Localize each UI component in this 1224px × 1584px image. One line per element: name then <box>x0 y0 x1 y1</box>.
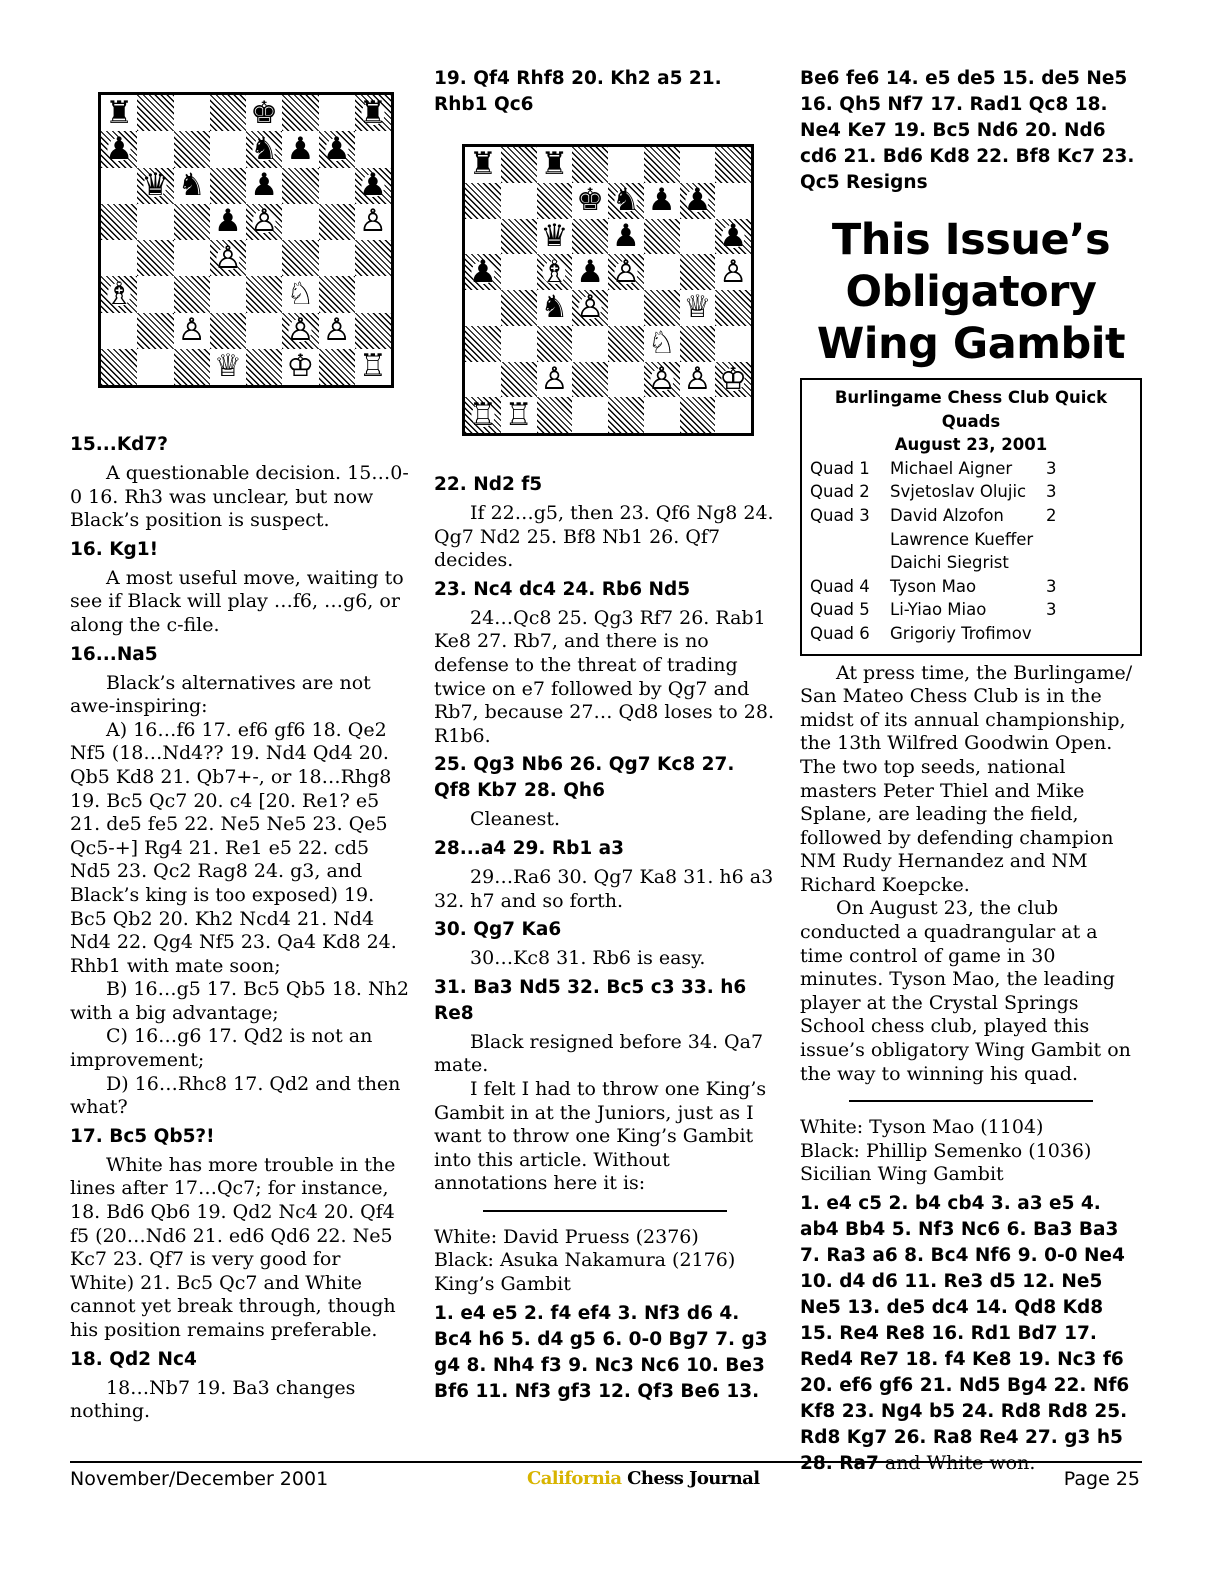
board-square <box>282 168 318 204</box>
board-square <box>210 313 246 349</box>
board-square <box>537 219 573 255</box>
board-square <box>465 183 501 219</box>
quad-label: Quad 5 <box>810 600 870 620</box>
board-square <box>210 204 246 240</box>
board-square <box>501 254 537 290</box>
board-square <box>715 397 751 433</box>
board-square <box>680 397 716 433</box>
player-score: 3 <box>1046 458 1057 478</box>
move-heading: 28...a4 29. Rb1 a3 <box>434 837 624 859</box>
player-name: Tyson Mao <box>890 576 977 596</box>
board-square <box>174 349 210 385</box>
annotation-text: If 22…g5, then 23. Qf6 Ng8 24. Qg7 Nd2 25. Bf8 Nb1 26. Qf7 decides. <box>434 502 774 572</box>
board-square <box>680 183 716 219</box>
white-rook-icon: ♖ <box>468 396 497 433</box>
issue-date: November/December 2001 <box>70 1468 329 1490</box>
white-pawn-icon: ♙ <box>358 203 387 240</box>
board-square <box>644 254 680 290</box>
results-row <box>810 457 1132 481</box>
board-square <box>537 183 573 219</box>
white-pawn-icon: ♙ <box>322 312 351 349</box>
move-heading: 19. Qf4 Rhf8 20. Kh2 a5 21. Rhb1 Qc6 <box>434 68 722 115</box>
black-rook-icon: ♜ <box>468 146 497 183</box>
board-square <box>572 183 608 219</box>
board-square <box>246 131 282 167</box>
board-square <box>101 313 137 349</box>
board-square <box>355 349 391 385</box>
results-box <box>800 378 1142 656</box>
game-black: Black: Phillip Semenko (1036) <box>800 1139 1092 1162</box>
black-king-icon: ♚ <box>576 182 605 219</box>
variation-c: C) 16…g6 17. Qd2 is not an improvement; <box>70 1025 373 1072</box>
black-pawn-icon: ♟ <box>286 130 315 167</box>
results-table <box>810 457 1132 646</box>
white-pawn-icon: ♙ <box>719 253 748 290</box>
quad-label <box>810 528 890 552</box>
white-pawn-icon: ♙ <box>611 253 640 290</box>
black-pawn-icon: ♟ <box>683 182 712 219</box>
player-name: Michael Aigner <box>890 458 1013 478</box>
board-square <box>246 313 282 349</box>
board-square <box>537 147 573 183</box>
board-square <box>101 168 137 204</box>
game-white: White: Tyson Mao (1104) <box>800 1116 1044 1139</box>
chess-diagram-2 <box>462 144 754 436</box>
moves-result: and White won. <box>878 1452 1036 1474</box>
move-heading: 22. Nd2 f5 <box>434 474 543 495</box>
board-square <box>715 326 751 362</box>
board-square <box>210 95 246 131</box>
results-row <box>810 528 1132 552</box>
board-square <box>501 219 537 255</box>
board-square <box>101 204 137 240</box>
board-square <box>282 131 318 167</box>
board-square <box>465 397 501 433</box>
board-square <box>246 276 282 312</box>
board-square <box>501 397 537 433</box>
page-number: Page 25 <box>1063 1468 1140 1490</box>
quad-label: Quad 4 <box>810 576 870 596</box>
black-queen-icon: ♛ <box>540 217 569 254</box>
board-square <box>501 326 537 362</box>
quad-label: Quad 3 <box>810 505 870 525</box>
board-square <box>608 183 644 219</box>
moves-text: 1. e4 c5 2. b4 cb4 3. a3 e5 4. ab4 Bb4 5. Nf3 Nc6 6. Ba3 Ba3 7. Ra3 a6 8. Bc4 Nf6 9. 0-0 Ne4 10. d4 d6 11. Re3 d5 12. Ne5 Ne5 13. de5 dc4 14. Qd8 Kd8 15. Re4 Re8 16. Rd1 Bd7 17. Red4 Re7 18. f4 Ke8 19. Nc3 f6 20. ef6 gf6 21. Nd5 Bg4 22. Nf6 Kf8 23. Ng4 b5 24. Rd8 Rd8 25. Rd8 Kg7 26. Ra8 Re4 27. g3 h5 28. Ra7 <box>800 1193 1130 1474</box>
white-pawn-icon: ♙ <box>647 360 676 397</box>
board-square <box>246 240 282 276</box>
board-square <box>174 313 210 349</box>
board-square <box>282 240 318 276</box>
board-square <box>137 276 173 312</box>
results-row <box>810 598 1132 622</box>
board-square <box>210 131 246 167</box>
player-name: Li-Yiao Miao <box>890 600 987 620</box>
article-headline <box>800 214 1142 370</box>
annotation-text: 30…Kc8 31. Rb6 is easy. <box>470 947 706 970</box>
board-square <box>501 290 537 326</box>
board-square <box>644 397 680 433</box>
annotation-text: Black resigned before 34. Qa7 mate. <box>434 1030 764 1077</box>
black-pawn-icon: ♟ <box>611 217 640 254</box>
board-square <box>680 326 716 362</box>
headline-line: Obligatory <box>845 267 1097 317</box>
results-date: August 23, 2001 <box>894 435 1048 455</box>
board-square <box>355 204 391 240</box>
board-square <box>210 276 246 312</box>
board-square <box>101 95 137 131</box>
white-rook-icon: ♖ <box>504 396 533 433</box>
board-square <box>355 168 391 204</box>
move-heading: 17. Bc5 Qb5?! <box>70 1125 215 1147</box>
black-rook-icon: ♜ <box>540 146 569 183</box>
board-square <box>537 290 573 326</box>
board-square <box>355 95 391 131</box>
board-square <box>572 147 608 183</box>
move-heading: 31. Ba3 Nd5 32. Bc5 c3 33. h6 Re8 <box>434 976 747 1024</box>
board-square <box>644 362 680 398</box>
board-square <box>644 326 680 362</box>
board-square <box>572 397 608 433</box>
section-divider <box>483 1210 727 1212</box>
board-square <box>644 219 680 255</box>
annotation-text: 18…Nb7 19. Ba3 changes nothing. <box>70 1376 356 1423</box>
player-name: Daichi Siegrist <box>890 553 1009 573</box>
move-heading: 25. Qg3 Nb6 26. Qg7 Kc8 27. Qf8 Kb7 28. Qh6 <box>434 754 735 802</box>
board-square <box>608 254 644 290</box>
annotation-text: A most useful move, waiting to see if Black will play …f6, …g6, or along the c-file. <box>70 566 404 636</box>
board-square <box>644 290 680 326</box>
board-square <box>501 147 537 183</box>
board-square <box>644 183 680 219</box>
board-square <box>355 240 391 276</box>
board-square <box>680 219 716 255</box>
white-pawn-icon: ♙ <box>540 360 569 397</box>
board-square <box>246 349 282 385</box>
black-pawn-icon: ♟ <box>105 130 134 167</box>
board-square <box>715 362 751 398</box>
board-square <box>137 349 173 385</box>
board-square <box>572 362 608 398</box>
board-square <box>319 276 355 312</box>
white-pawn-icon: ♙ <box>250 203 279 240</box>
column-1 <box>70 66 410 1424</box>
board-square <box>608 290 644 326</box>
move-heading: 15...Kd7? <box>70 434 169 455</box>
board-square <box>174 168 210 204</box>
board-square <box>319 349 355 385</box>
game-moves: 1. e4 e5 2. f4 ef4 3. Nf3 d6 4. Bc4 h6 5. d4 g5 6. 0-0 Bg7 7. g3 g4 8. Nh4 f3 9. Nc3 Nc6 10. Be3 Bf6 11. Nf3 gf3 12. Qf3 Be6 13. <box>434 1302 768 1402</box>
logo-word: Chess Journal <box>621 1468 760 1489</box>
board-square <box>537 254 573 290</box>
journal-logo <box>527 1468 759 1489</box>
white-bishop-icon: ♗ <box>540 253 569 290</box>
board-square <box>137 168 173 204</box>
board-square <box>137 313 173 349</box>
board-square <box>246 168 282 204</box>
game-moves <box>800 1191 1142 1477</box>
board-square <box>465 290 501 326</box>
board-square <box>715 290 751 326</box>
white-pawn-icon: ♙ <box>286 312 315 349</box>
board-square <box>465 362 501 398</box>
results-row <box>810 575 1132 599</box>
white-king-icon: ♔ <box>286 348 315 385</box>
game-opening: Sicilian Wing Gambit <box>800 1163 1004 1186</box>
board-square <box>572 290 608 326</box>
annotation-text: Black’s alternatives are not awe-inspiring: <box>70 671 371 718</box>
body-paragraph: I felt I had to throw one King’s Gambit in at the Juniors, just as I want to throw one King’s Gambit into this article. Without annotations here it is: <box>434 1077 767 1195</box>
results-row <box>810 622 1132 646</box>
board-square <box>137 95 173 131</box>
board-square <box>608 219 644 255</box>
results-row <box>810 480 1132 504</box>
white-knight-icon: ♘ <box>286 275 315 312</box>
black-king-icon: ♚ <box>250 94 279 131</box>
board-square <box>319 204 355 240</box>
board-square <box>282 349 318 385</box>
game-moves-continued: Be6 fe6 14. e5 de5 15. de5 Ne5 16. Qh5 Nf7 17. Rad1 Qc8 18. Ne4 Ke7 19. Bc5 Nd6 20. Nd6 cd6 21. Bd6 Kd8 22. Bf8 Kc7 23. Qc5 Resigns <box>800 68 1135 193</box>
board-square <box>101 276 137 312</box>
board-square <box>680 147 716 183</box>
board-square <box>174 276 210 312</box>
white-king-icon: ♔ <box>719 360 748 397</box>
board-square <box>465 254 501 290</box>
board-square <box>501 362 537 398</box>
black-pawn-icon: ♟ <box>719 217 748 254</box>
black-pawn-icon: ♟ <box>647 182 676 219</box>
board-square <box>174 204 210 240</box>
move-heading: 16...Na5 <box>70 643 158 665</box>
game-black: Black: Asuka Nakamura (2176) <box>434 1249 736 1272</box>
board-square <box>465 147 501 183</box>
board-square <box>174 95 210 131</box>
chess-diagram-1 <box>98 92 394 388</box>
game-white: White: David Pruess (2376) <box>434 1225 699 1248</box>
results-row <box>810 551 1132 575</box>
board-square <box>465 219 501 255</box>
logo-word: California <box>527 1468 622 1489</box>
white-queen-icon: ♕ <box>213 348 242 385</box>
black-pawn-icon: ♟ <box>250 167 279 204</box>
board-square <box>282 313 318 349</box>
board-square <box>465 326 501 362</box>
board-square <box>608 326 644 362</box>
black-pawn-icon: ♟ <box>468 253 497 290</box>
board-square <box>715 219 751 255</box>
board-square <box>355 313 391 349</box>
player-score: 3 <box>1046 576 1057 596</box>
move-heading: 16. Kg1! <box>70 538 159 560</box>
board-square <box>101 131 137 167</box>
annotation-text: White has more trouble in the lines after 17…Qc7; for instance, 18. Bd6 Qb6 19. Qd2 Nc4 20. Qf4 f5 (20…Nd6 21. ed6 Qd6 22. Ne5 Kc7 23. Qf7 is very good for White) 21. Bc5 Qc7 and White cannot yet break through, though his position remains preferable. <box>70 1153 396 1341</box>
board-square <box>355 131 391 167</box>
headline-line: This Issue’s <box>831 215 1111 265</box>
player-score: 3 <box>1046 482 1057 502</box>
quad-label: Quad 6 <box>810 623 870 643</box>
board-square <box>319 131 355 167</box>
board-square <box>537 326 573 362</box>
variation-d: D) 16…Rhc8 17. Qd2 and then what? <box>70 1072 401 1119</box>
board-square <box>319 95 355 131</box>
black-knight-icon: ♞ <box>177 167 206 204</box>
board-square <box>319 168 355 204</box>
annotation-text: Cleanest. <box>470 808 561 831</box>
variation-a: A) 16…f6 17. ef6 gf6 18. Qe2 Nf5 (18…Nd4?? 19. Nd4 Qd4 20. Qb5 Kd8 21. Qb7+-, or 18…Rhg8 19. Bc5 Qc7 20. c4 [20. Re1? e5 21. de5 fe5 22. Ne5 Ne5 23. Qe5 Qc5-+] Rg4 21. Re1 e5 22. cd5 Nd5 23. Qc2 Rag8 24. g3, and Black’s king is too exposed) 19. Bc5 Qb2 20. Kh2 Ncd4 21. Nd4 Nd4 22. Qg4 Nf5 23. Qa4 Kd8 24. Rhb1 with mate soon; <box>70 718 397 977</box>
white-rook-icon: ♖ <box>358 348 387 385</box>
board-square <box>246 204 282 240</box>
quad-label <box>810 551 890 575</box>
board-square <box>210 349 246 385</box>
board-square <box>572 254 608 290</box>
board-square <box>644 147 680 183</box>
footer-rule <box>70 1461 1142 1463</box>
results-row <box>810 504 1132 528</box>
player-score: 3 <box>1046 600 1057 620</box>
headline-line: Wing Gambit <box>816 319 1126 369</box>
board-square <box>101 349 137 385</box>
white-pawn-icon: ♙ <box>177 312 206 349</box>
board-square <box>608 362 644 398</box>
board-square <box>282 204 318 240</box>
board-square <box>537 397 573 433</box>
quad-label: Quad 2 <box>810 482 870 502</box>
board-square <box>319 240 355 276</box>
board-square <box>210 168 246 204</box>
black-pawn-icon: ♟ <box>322 130 351 167</box>
white-queen-icon: ♕ <box>683 289 712 326</box>
column-2 <box>434 66 776 1409</box>
black-rook-icon: ♜ <box>105 94 134 131</box>
board-square <box>355 276 391 312</box>
board-square <box>246 95 282 131</box>
board-square <box>282 276 318 312</box>
board-square <box>501 183 537 219</box>
board-square <box>137 131 173 167</box>
board-square <box>680 362 716 398</box>
board-square <box>608 397 644 433</box>
move-heading: 30. Qg7 Ka6 <box>434 919 562 941</box>
white-pawn-icon: ♙ <box>683 360 712 397</box>
board-square <box>680 290 716 326</box>
board-square <box>174 131 210 167</box>
column-3 <box>800 66 1142 1481</box>
body-paragraph: On August 23, the club conducted a quadrangular at a time control of game in 30 minutes. Tyson Mao, the leading player at the Crystal Springs School chess club, played this issue’s obligatory Wing Gambit on the way to winning his quad. <box>800 897 1131 1085</box>
board-square <box>137 204 173 240</box>
board-square <box>282 95 318 131</box>
move-heading: 18. Qd2 Nc4 <box>70 1348 197 1370</box>
white-bishop-icon: ♗ <box>105 275 134 312</box>
board-square <box>680 254 716 290</box>
move-heading: 23. Nc4 dc4 24. Rb6 Nd5 <box>434 578 691 600</box>
player-name: Grigoriy Trofimov <box>890 623 1032 643</box>
board-square <box>715 254 751 290</box>
quad-label: Quad 1 <box>810 458 870 478</box>
board-square <box>537 362 573 398</box>
board-square <box>210 240 246 276</box>
player-score: 2 <box>1046 505 1057 525</box>
white-pawn-icon: ♙ <box>213 239 242 276</box>
board-square <box>715 183 751 219</box>
black-knight-icon: ♞ <box>250 130 279 167</box>
black-pawn-icon: ♟ <box>358 167 387 204</box>
player-name: Lawrence Kueffer <box>890 529 1034 549</box>
annotation-text: A questionable decision. 15…0-0 16. Rh3 was unclear, but now Black’s position is suspect. <box>70 462 409 532</box>
board-square <box>174 240 210 276</box>
board-square <box>137 240 173 276</box>
body-paragraph: At press time, the Burlingame/ San Mateo Chess Club is in the midst of its annual championship, the 13th Wilfred Goodwin Open. The two top seeds, national masters Peter Thiel and Mike Splane, are leading the field, followed by defending champion NM Rudy Hernandez and NM Richard Koepcke. <box>800 661 1133 896</box>
board-square <box>572 219 608 255</box>
annotation-text: 24…Qc8 25. Qg3 Rf7 26. Rab1 Ke8 27. Rb7, and there is no defense to the threat of trading twice on e7 followed by Qg7 and Rb7, because 27… Qd8 loses to 28. R1b6. <box>434 606 774 747</box>
black-queen-icon: ♛ <box>141 167 170 204</box>
player-name: David Alzofon <box>890 505 1004 525</box>
results-title: Burlingame Chess Club Quick Quads <box>834 388 1108 431</box>
board-square <box>101 240 137 276</box>
black-rook-icon: ♜ <box>358 94 387 131</box>
annotation-text: 29…Ra6 30. Qg7 Ka8 31. h6 a3 32. h7 and so forth. <box>434 865 774 912</box>
black-knight-icon: ♞ <box>611 182 640 219</box>
section-divider <box>849 1100 1093 1102</box>
game-opening: King’s Gambit <box>434 1273 571 1296</box>
black-pawn-icon: ♟ <box>213 203 242 240</box>
white-pawn-icon: ♙ <box>576 289 605 326</box>
black-knight-icon: ♞ <box>540 289 569 326</box>
board-square <box>715 147 751 183</box>
player-name: Svjetoslav Olujic <box>890 482 1027 502</box>
board-square <box>572 326 608 362</box>
board-square <box>608 147 644 183</box>
black-pawn-icon: ♟ <box>576 253 605 290</box>
white-knight-icon: ♘ <box>647 325 676 362</box>
variation-b: B) 16…g5 17. Bc5 Qb5 18. Nh2 with a big advantage; <box>70 978 409 1024</box>
board-square <box>319 313 355 349</box>
